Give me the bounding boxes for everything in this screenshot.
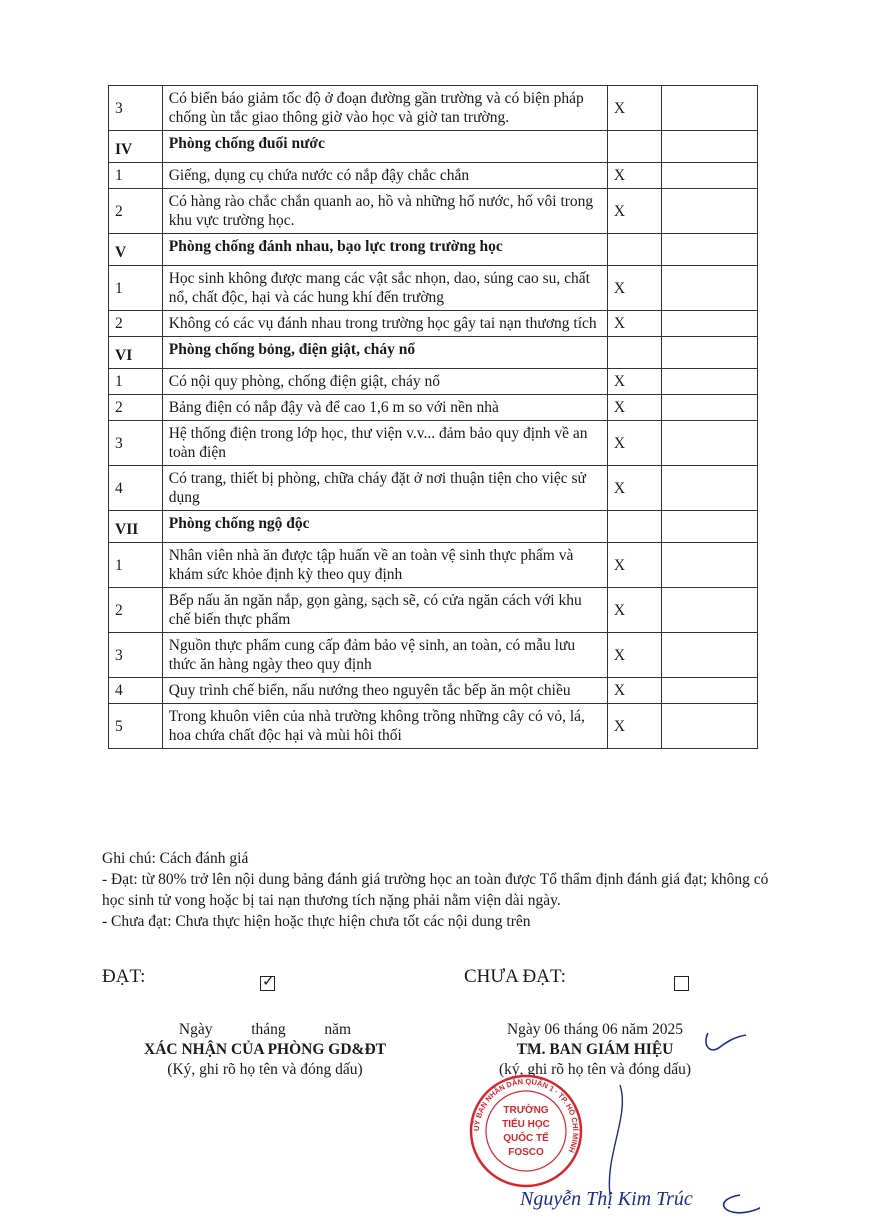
row-mark-pass: [607, 131, 661, 163]
row-content: Nguồn thực phẩm cung cấp đảm bảo vệ sinh, an toàn, có mẫu lưu thức ăn hàng ngày theo quy định: [162, 633, 607, 678]
table-row: [109, 369, 758, 395]
row-mark-pass: X: [607, 588, 661, 633]
row-mark-pass: X: [607, 678, 661, 704]
right-sign-title: TM. BAN GIÁM HIỆU: [516, 1041, 674, 1058]
row-number: 1: [109, 543, 163, 588]
row-number: 1: [109, 369, 163, 395]
row-number: 2: [109, 395, 163, 421]
row-mark-pass: X: [607, 189, 661, 234]
right-sign-note: (ký, ghi rõ họ tên và đóng dấu): [499, 1061, 691, 1078]
table-row: [109, 86, 758, 131]
row-mark-fail: [661, 266, 757, 311]
row-number: 1: [109, 163, 163, 189]
row-mark-pass: X: [607, 86, 661, 131]
row-number: V: [109, 234, 163, 266]
row-mark-pass: [607, 511, 661, 543]
row-mark-fail: [661, 466, 757, 511]
row-mark-pass: X: [607, 633, 661, 678]
table-row: [109, 588, 758, 633]
row-content: Có biển báo giảm tốc độ ở đoạn đường gần trường và có biện pháp chống ùn tắc giao thông giờ vào học và giờ tan trường.: [162, 86, 607, 131]
table-row: [109, 395, 758, 421]
row-mark-pass: X: [607, 704, 661, 749]
row-content: Có hàng rào chắc chắn quanh ao, hồ và những hố nước, hố vôi trong khu vực trường học.: [162, 189, 607, 234]
row-number: 3: [109, 421, 163, 466]
row-number: 4: [109, 466, 163, 511]
section-row: [109, 337, 758, 369]
row-mark-fail: [661, 511, 757, 543]
pass-checkbox[interactable]: [260, 972, 275, 991]
fail-label: CHƯA ĐẠT:: [464, 966, 566, 987]
check-icon: ✓: [262, 972, 275, 990]
notes-title: Ghi chú: Cách đánh giá: [102, 850, 249, 867]
day-label: Ngày: [178, 1021, 213, 1038]
row-number: 3: [109, 86, 163, 131]
row-mark-pass: X: [607, 163, 661, 189]
row-mark-fail: [661, 633, 757, 678]
notes-pass: - Đạt: từ 80% trở lên nội dung bảng đánh giá trường học an toàn được Tổ thẩm định đánh giá đạt; không có học sinh tử vong hoặc bị tai nạn thương tích nặng phải nằm viện dài ngày.: [102, 871, 769, 909]
row-mark-fail: [661, 369, 757, 395]
table-row: [109, 466, 758, 511]
table-row: [109, 543, 758, 588]
left-sign-note: (Ký, ghi rõ họ tên và đóng dấu): [167, 1061, 363, 1078]
row-number: 2: [109, 588, 163, 633]
date-line-left: [110, 1020, 420, 1040]
row-content: Nhân viên nhà ăn được tập huấn về an toàn vệ sinh thực phẩm và khám sức khỏe định kỳ theo quy định: [162, 543, 607, 588]
row-content: Bếp nấu ăn ngăn nắp, gọn gàng, sạch sẽ, có cửa ngăn cách với khu chế biến thực phẩm: [162, 588, 607, 633]
row-mark-fail: [661, 588, 757, 633]
row-content: Quy trình chế biến, nấu nướng theo nguyên tắc bếp ăn một chiều: [162, 678, 607, 704]
table-row: [109, 421, 758, 466]
row-number: 3: [109, 633, 163, 678]
row-mark-fail: [661, 234, 757, 266]
row-mark-pass: [607, 337, 661, 369]
right-date: Ngày 06 tháng 06 năm 2025: [506, 1021, 684, 1038]
fail-checkbox[interactable]: [674, 976, 689, 991]
row-mark-fail: [661, 86, 757, 131]
row-content: Hệ thống điện trong lớp học, thư viện v.v... đảm bảo quy định về an toàn điện: [162, 421, 607, 466]
row-mark-fail: [661, 189, 757, 234]
row-content: Trong khuôn viên của nhà trường không trồng những cây có vỏ, lá, hoa chứa chất độc hại và mùi hôi thối: [162, 704, 607, 749]
row-number: 2: [109, 189, 163, 234]
table-row: [109, 311, 758, 337]
row-mark-fail: [661, 678, 757, 704]
row-mark-pass: X: [607, 369, 661, 395]
safety-checklist-table: [108, 85, 758, 749]
svg-text:QUỐC TẾ: QUỐC TẾ: [503, 1133, 549, 1144]
row-mark-fail: [661, 543, 757, 588]
row-number: 2: [109, 311, 163, 337]
notes-fail: - Chưa đạt: Chưa thực hiện hoặc thực hiện chưa tốt các nội dung trên: [102, 913, 531, 930]
section-row: [109, 131, 758, 163]
row-content: Bảng điện có nắp đậy và để cao 1,6 m so với nền nhà: [162, 395, 607, 421]
pass-label: ĐẠT:: [102, 966, 146, 987]
row-content: Giếng, dụng cụ chứa nước có nắp đậy chắc chắn: [162, 163, 607, 189]
section-row: [109, 511, 758, 543]
row-content: Phòng chống ngộ độc: [162, 511, 607, 543]
row-number: 4: [109, 678, 163, 704]
svg-text:FOSCO: FOSCO: [508, 1147, 544, 1158]
section-row: [109, 234, 758, 266]
row-content: Không có các vụ đánh nhau trong trường học gây tai nạn thương tích: [162, 311, 607, 337]
table-row: [109, 266, 758, 311]
svg-text:TIỂU HỌC: TIỂU HỌC: [502, 1119, 550, 1130]
row-content: Có trang, thiết bị phòng, chữa cháy đặt ở nơi thuận tiện cho việc sử dụng: [162, 466, 607, 511]
row-content: Học sinh không được mang các vật sắc nhọn, dao, súng cao su, chất nổ, chất độc, hại và các hung khí đến trường: [162, 266, 607, 311]
row-mark-fail: [661, 704, 757, 749]
table-row: [109, 633, 758, 678]
row-mark-pass: X: [607, 543, 661, 588]
signer-name: Nguyễn Thị Kim Trúc: [520, 1188, 693, 1210]
row-content: Có nội quy phòng, chống điện giật, cháy nổ: [162, 369, 607, 395]
table-row: [109, 189, 758, 234]
row-number: VI: [109, 337, 163, 369]
row-mark-pass: X: [607, 395, 661, 421]
row-mark-pass: X: [607, 466, 661, 511]
row-mark-pass: X: [607, 311, 661, 337]
left-sign-title: XÁC NHẬN CỦA PHÒNG GD&ĐT: [144, 1041, 386, 1058]
row-number: 5: [109, 704, 163, 749]
row-content: Phòng chống bỏng, điện giật, cháy nổ: [162, 337, 607, 369]
table-row: [109, 163, 758, 189]
year-label: năm: [324, 1021, 352, 1038]
left-signature-block: [110, 1020, 420, 1080]
row-mark-fail: [661, 131, 757, 163]
month-label: tháng: [251, 1021, 286, 1038]
row-mark-fail: [661, 311, 757, 337]
row-number: 1: [109, 266, 163, 311]
row-mark-fail: [661, 337, 757, 369]
row-mark-fail: [661, 395, 757, 421]
table-row: [109, 704, 758, 749]
row-number: IV: [109, 131, 163, 163]
row-mark-fail: [661, 421, 757, 466]
row-content: Phòng chống đuối nước: [162, 131, 607, 163]
row-mark-pass: X: [607, 421, 661, 466]
row-number: VII: [109, 511, 163, 543]
row-content: Phòng chống đánh nhau, bạo lực trong trường học: [162, 234, 607, 266]
svg-text:UỶ BAN NHÂN DÂN QUẬN 1 · TP. H: UỶ BAN NHÂN DÂN QUẬN 1 · TP. HỒ CHÍ MINH: [471, 1076, 581, 1155]
table-row: [109, 678, 758, 704]
row-mark-pass: [607, 234, 661, 266]
row-mark-pass: X: [607, 266, 661, 311]
evaluation-notes: [102, 848, 782, 932]
row-mark-fail: [661, 163, 757, 189]
svg-text:TRƯỜNG: TRƯỜNG: [503, 1105, 549, 1116]
